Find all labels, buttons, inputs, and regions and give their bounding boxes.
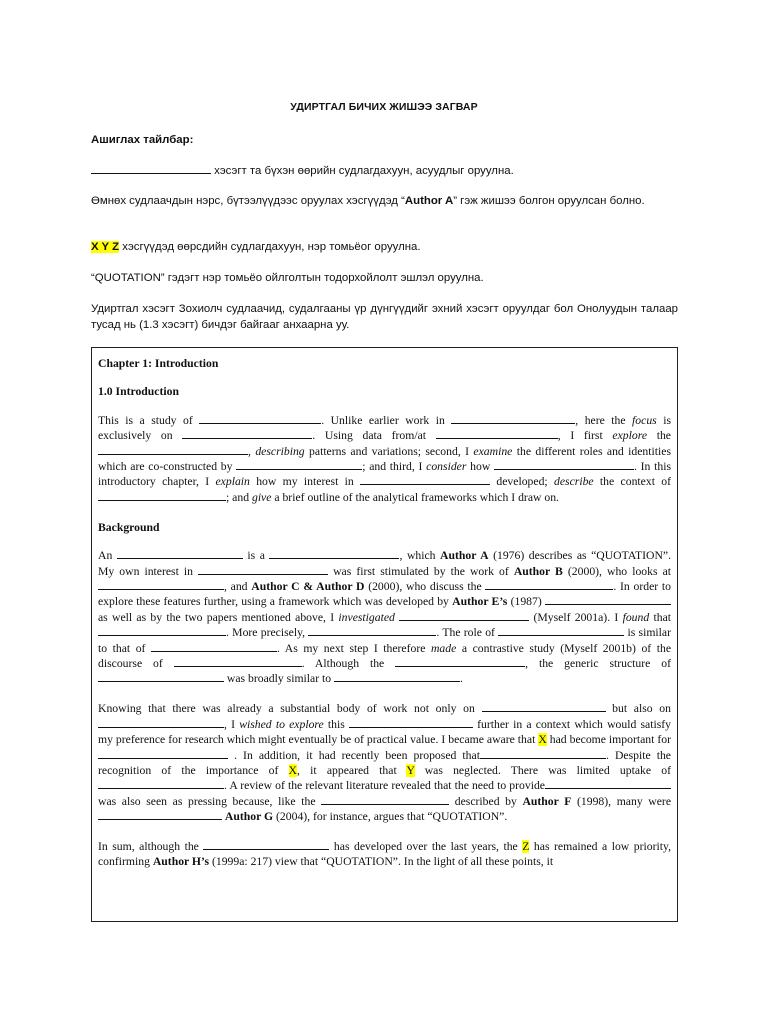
legend-label: Ашиглах тайлбар: bbox=[91, 134, 194, 146]
highlight-y: Y bbox=[406, 763, 415, 777]
instruction-xyz: X Y Z хэсгүүдэд өөрсдийн судлагдахуун, нэр томьёог оруулна. bbox=[91, 241, 421, 253]
highlight-z: Z bbox=[522, 840, 530, 854]
paragraph-2: An is a , which Author A (1976) describes as “QUOTATION”. My own interest in was first stimulated by the work of Author B (2000), who looks at , and Author C & Author D (2000), who discuss the . In order to explore these features further, using a framework which was developed by Author E’s (1987) as well as by the two papers mentioned above, I investigated (Myself 2001a). I found that . More precisely, . The role of is similar to that of . As my next step I therefore made a contrastive study (Myself 2001b) of the discourse of . Although the , the generic structure of was broadly similar to . bbox=[98, 549, 672, 686]
instruction-quotation: “QUOTATION” гэдэгт нэр томьёо ойлголтын тодорхойлолт эшлэл оруулна. bbox=[91, 272, 484, 284]
paragraph-4: In sum, although the has developed over the last years, the Z has remained a low priority, confirming Author H’s (1999a: 217) view that “QUOTATION”. In the light of all these points, it bbox=[98, 840, 671, 869]
chapter-heading: Chapter 1: Introduction bbox=[98, 357, 219, 370]
paragraph-3: Knowing that there was already a substantial body of work not only on but also on , I wished to explore this further in a context which would satisfy my preference for research which might eventually be of practical value. I became aware that X had become important for . In addition, it had recently been proposed that . Despite the recognition of the importance of X, it appeared that Y was neglected. There was limited uptake of . A review of the relevant literature revealed that the need to provide was also seen as pressing because, like the described by Author F (1998), many were Author G (2004), for instance, argues that “QUOTATION”. bbox=[98, 702, 672, 824]
instruction-blank: хэсэгт та бүхэн өөрийн судлагдахуун, асуудлыг оруулна. bbox=[91, 163, 678, 179]
instruction-author: Өмнөх судлаачдын нэрс, бүтээлүүдээс оруулах хэсгүүдэд “Author A” гэж жишээ болгон оруулсан болно. bbox=[91, 195, 645, 207]
highlight-x-2: X bbox=[288, 763, 297, 777]
xyz-highlight: X Y Z bbox=[91, 241, 120, 253]
template-box bbox=[91, 347, 678, 922]
paragraph-1: This is a study of . Unlike earlier work in , here the focus is exclusively on . Using data from/at , I first explore the , describing patterns and variations; second, I examine the different roles and identities which are co-constructed by ; and third, I consider how . In this introductory chapter, I explain how my interest in developed; describe the context of ; and give a brief outline of the analytical frameworks which I draw on. bbox=[98, 413, 672, 504]
template-body bbox=[98, 356, 671, 884]
instruction-theory: Удиртгал хэсэгт Зохиолч судлаачид, судалгааны үр дүнгүүдийг эхний хэсэгт оруулдаг бол Онолуудын талаар тусад нь (1.3 хэсэгт) бичдэг байгааг анхаарна уу. bbox=[91, 303, 678, 331]
section-heading: 1.0 Introduction bbox=[98, 385, 179, 399]
background-heading: Background bbox=[98, 520, 160, 534]
highlight-x: X bbox=[538, 733, 547, 747]
blank-line bbox=[91, 163, 211, 174]
document-title: УДИРТГАЛ БИЧИХ ЖИШЭЭ ЗАГВАР bbox=[290, 101, 478, 113]
